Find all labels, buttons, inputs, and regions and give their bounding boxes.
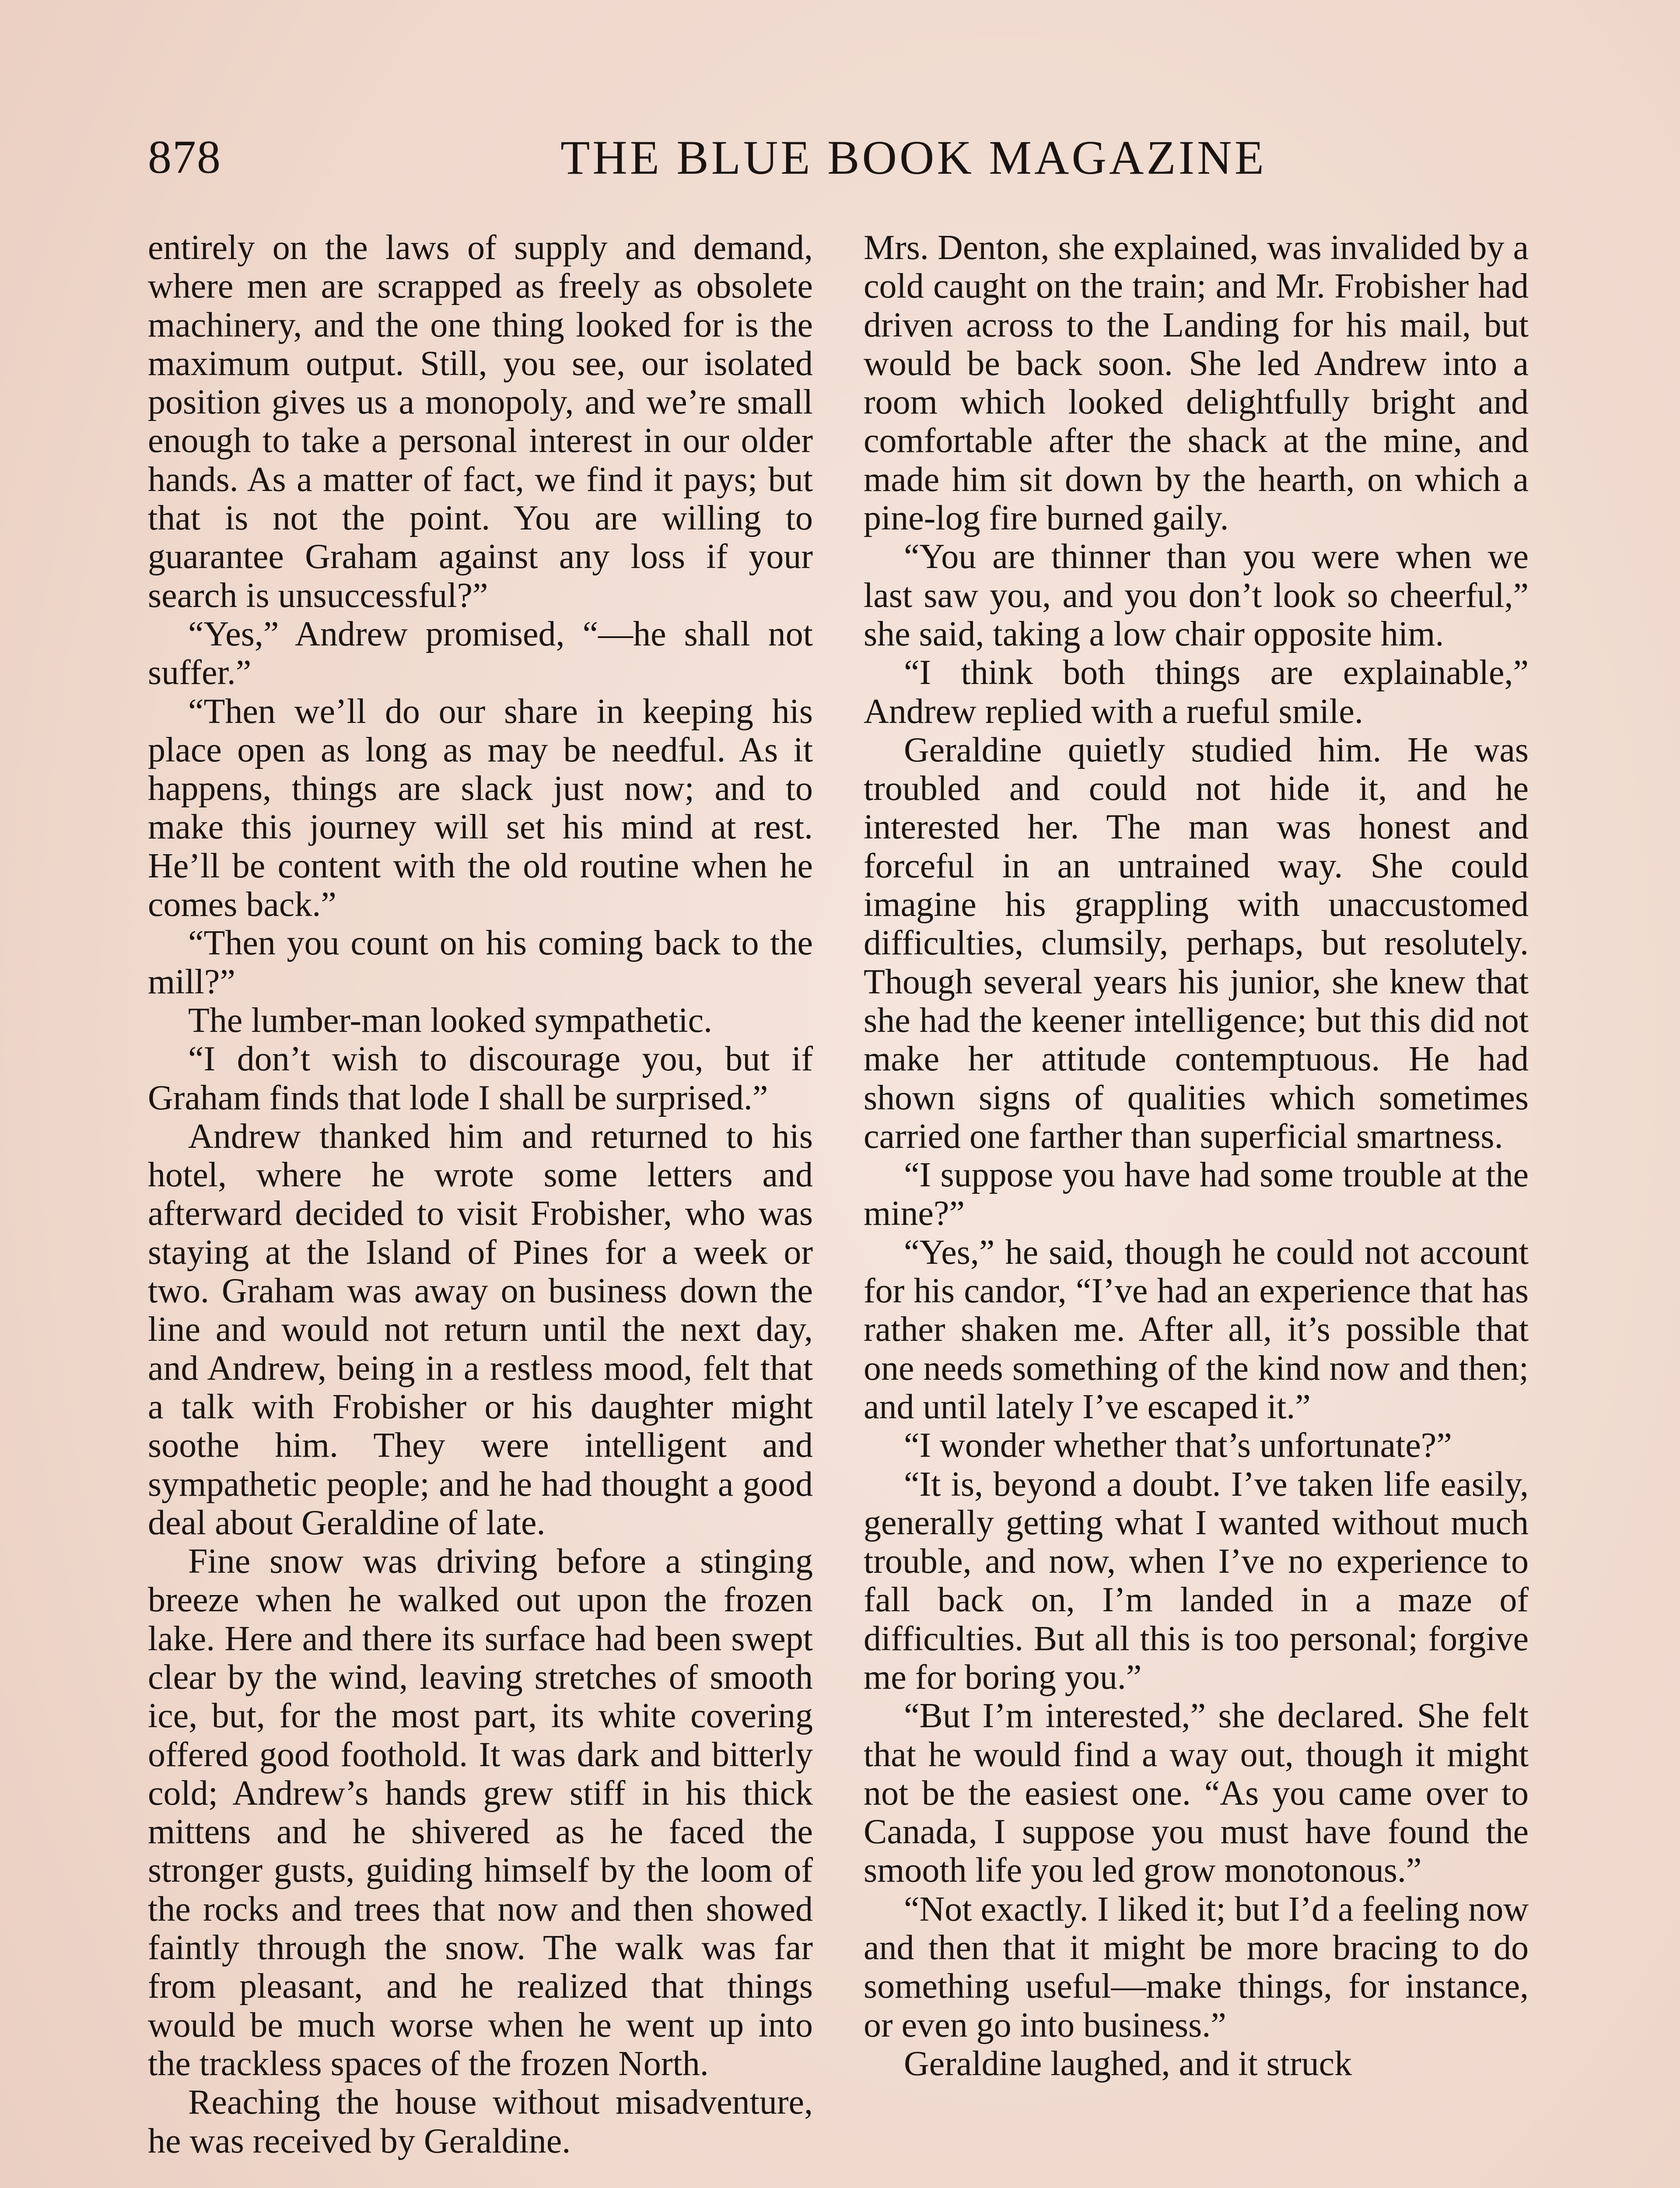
paragraph: “I suppose you have had some trouble at the mine?” — [864, 1156, 1529, 1233]
left-column — [148, 228, 813, 2188]
paragraph: Andrew thanked him and returned to his hotel, where he wrote some letters and afterward decided to visit Frobisher, who was staying at the Island of Pines for a week or two. Graham was away on business down the line and would not return until the next day, and Andrew, being in a restless mood, felt that a talk with Frobisher or his daughter might soothe him. They were intelligent and sympathetic people; and he had thought a good deal about Geraldine of late. — [148, 1117, 813, 1542]
page-number: 878 — [148, 131, 221, 183]
paragraph: Fine snow was driving before a stinging breeze when he walked out upon the frozen lake. Here and there its surface had been swept clear by the wind, leaving stretches of smooth ice, but, for the most part, its white covering offered good foothold. It was dark and bitterly cold; Andrew’s hands grew stiff in his thick mittens and he shivered as he faced the stronger gusts, guiding himself by the loom of the rocks and trees that now and then showed faintly through the snow. The walk was far from pleasant, and he realized that things would be much worse when he went up into the trackless spaces of the frozen North. — [148, 1542, 813, 2083]
paragraph: “Then you count on his coming back to the mill?” — [148, 924, 813, 1001]
paragraph: Reaching the house without misadventure, he was received by Geraldine. — [148, 2083, 813, 2160]
paragraph: “I don’t wish to discourage you, but if Graham finds that lode I shall be surprised.” — [148, 1040, 813, 1117]
paragraph: The lumber-man looked sympathetic. — [188, 1001, 713, 1040]
right-column — [864, 228, 1529, 2188]
paragraph: “You are thinner than you were when we last saw you, and you don’t look so cheerful,” she said, taking a low chair opposite him. — [864, 537, 1529, 653]
paragraph: “I wonder whether that’s unfortunate?” — [904, 1426, 1452, 1465]
running-title: THE BLUE BOOK MAGAZINE — [560, 131, 1267, 184]
paragraph: entirely on the laws of supply and demand, where men are scrapped as freely as obsolete machinery, and the one thing looked for is the maximum output. Still, you see, our isolated position gives us a monopoly, and we’re small enough to take a personal interest in our older hands. As a matter of fact, we find it pays; but that is not the point. You are willing to guarantee Graham against any loss if your search is unsuccessful?” — [148, 228, 813, 615]
paragraph: “Then we’ll do our share in keeping his place open as long as may be needful. As it happens, things are slack just now; and to make this journey will set his mind at rest. He’ll be content with the old routine when he comes back.” — [148, 692, 813, 924]
paragraph: “Not exactly. I liked it; but I’d a feeling now and then that it might be more bracing to do something useful—make things, for instance, or even go into business.” — [864, 1890, 1529, 2044]
paragraph: Mrs. Denton, she explained, was invalided by a cold caught on the train; and Mr. Frobisher had driven across to the Landing for his mail, but would be back soon. She led Andrew into a room which looked delightfully bright and comfortable after the shack at the mine, and made him sit down by the hearth, on which a pine-log fire burned gaily. — [864, 228, 1529, 538]
paragraph: Geraldine quietly studied him. He was troubled and could not hide it, and he interested her. The man was honest and forceful in an untrained way. She could imagine his grappling with unaccustomed difficulties, clumsily, perhaps, but resolutely. Though several years his junior, she knew that she had the keener intelligence; but this did not make her attitude contemptuous. He had shown signs of qualities which sometimes carried one farther than superficial smartness. — [864, 730, 1529, 1156]
page-header — [148, 127, 1548, 188]
paragraph: “Yes,” Andrew promised, “—he shall not suffer.” — [148, 614, 813, 692]
paragraph: “It is, beyond a doubt. I’ve taken life easily, generally getting what I wanted without much trouble, and now, when I’ve no experience to fall back on, I’m landed in a maze of difficulties. But all this is too personal; forgive me for boring you.” — [864, 1465, 1529, 1697]
paragraph: Geraldine laughed, and it struck — [904, 2044, 1352, 2083]
paragraph: “I think both things are explainable,” Andrew replied with a rueful smile. — [864, 653, 1529, 731]
paragraph: “Yes,” he said, though he could not account for his candor, “I’ve had an experience that has rather shaken me. After all, it’s possible that one needs something of the kind now and then; and until lately I’ve escaped it.” — [864, 1233, 1529, 1426]
paragraph: “But I’m interested,” she declared. She felt that he would find a way out, though it might not be the easiest one. “As you came over to Canada, I suppose you must have found the smooth life you led grow monotonous.” — [864, 1697, 1529, 1890]
